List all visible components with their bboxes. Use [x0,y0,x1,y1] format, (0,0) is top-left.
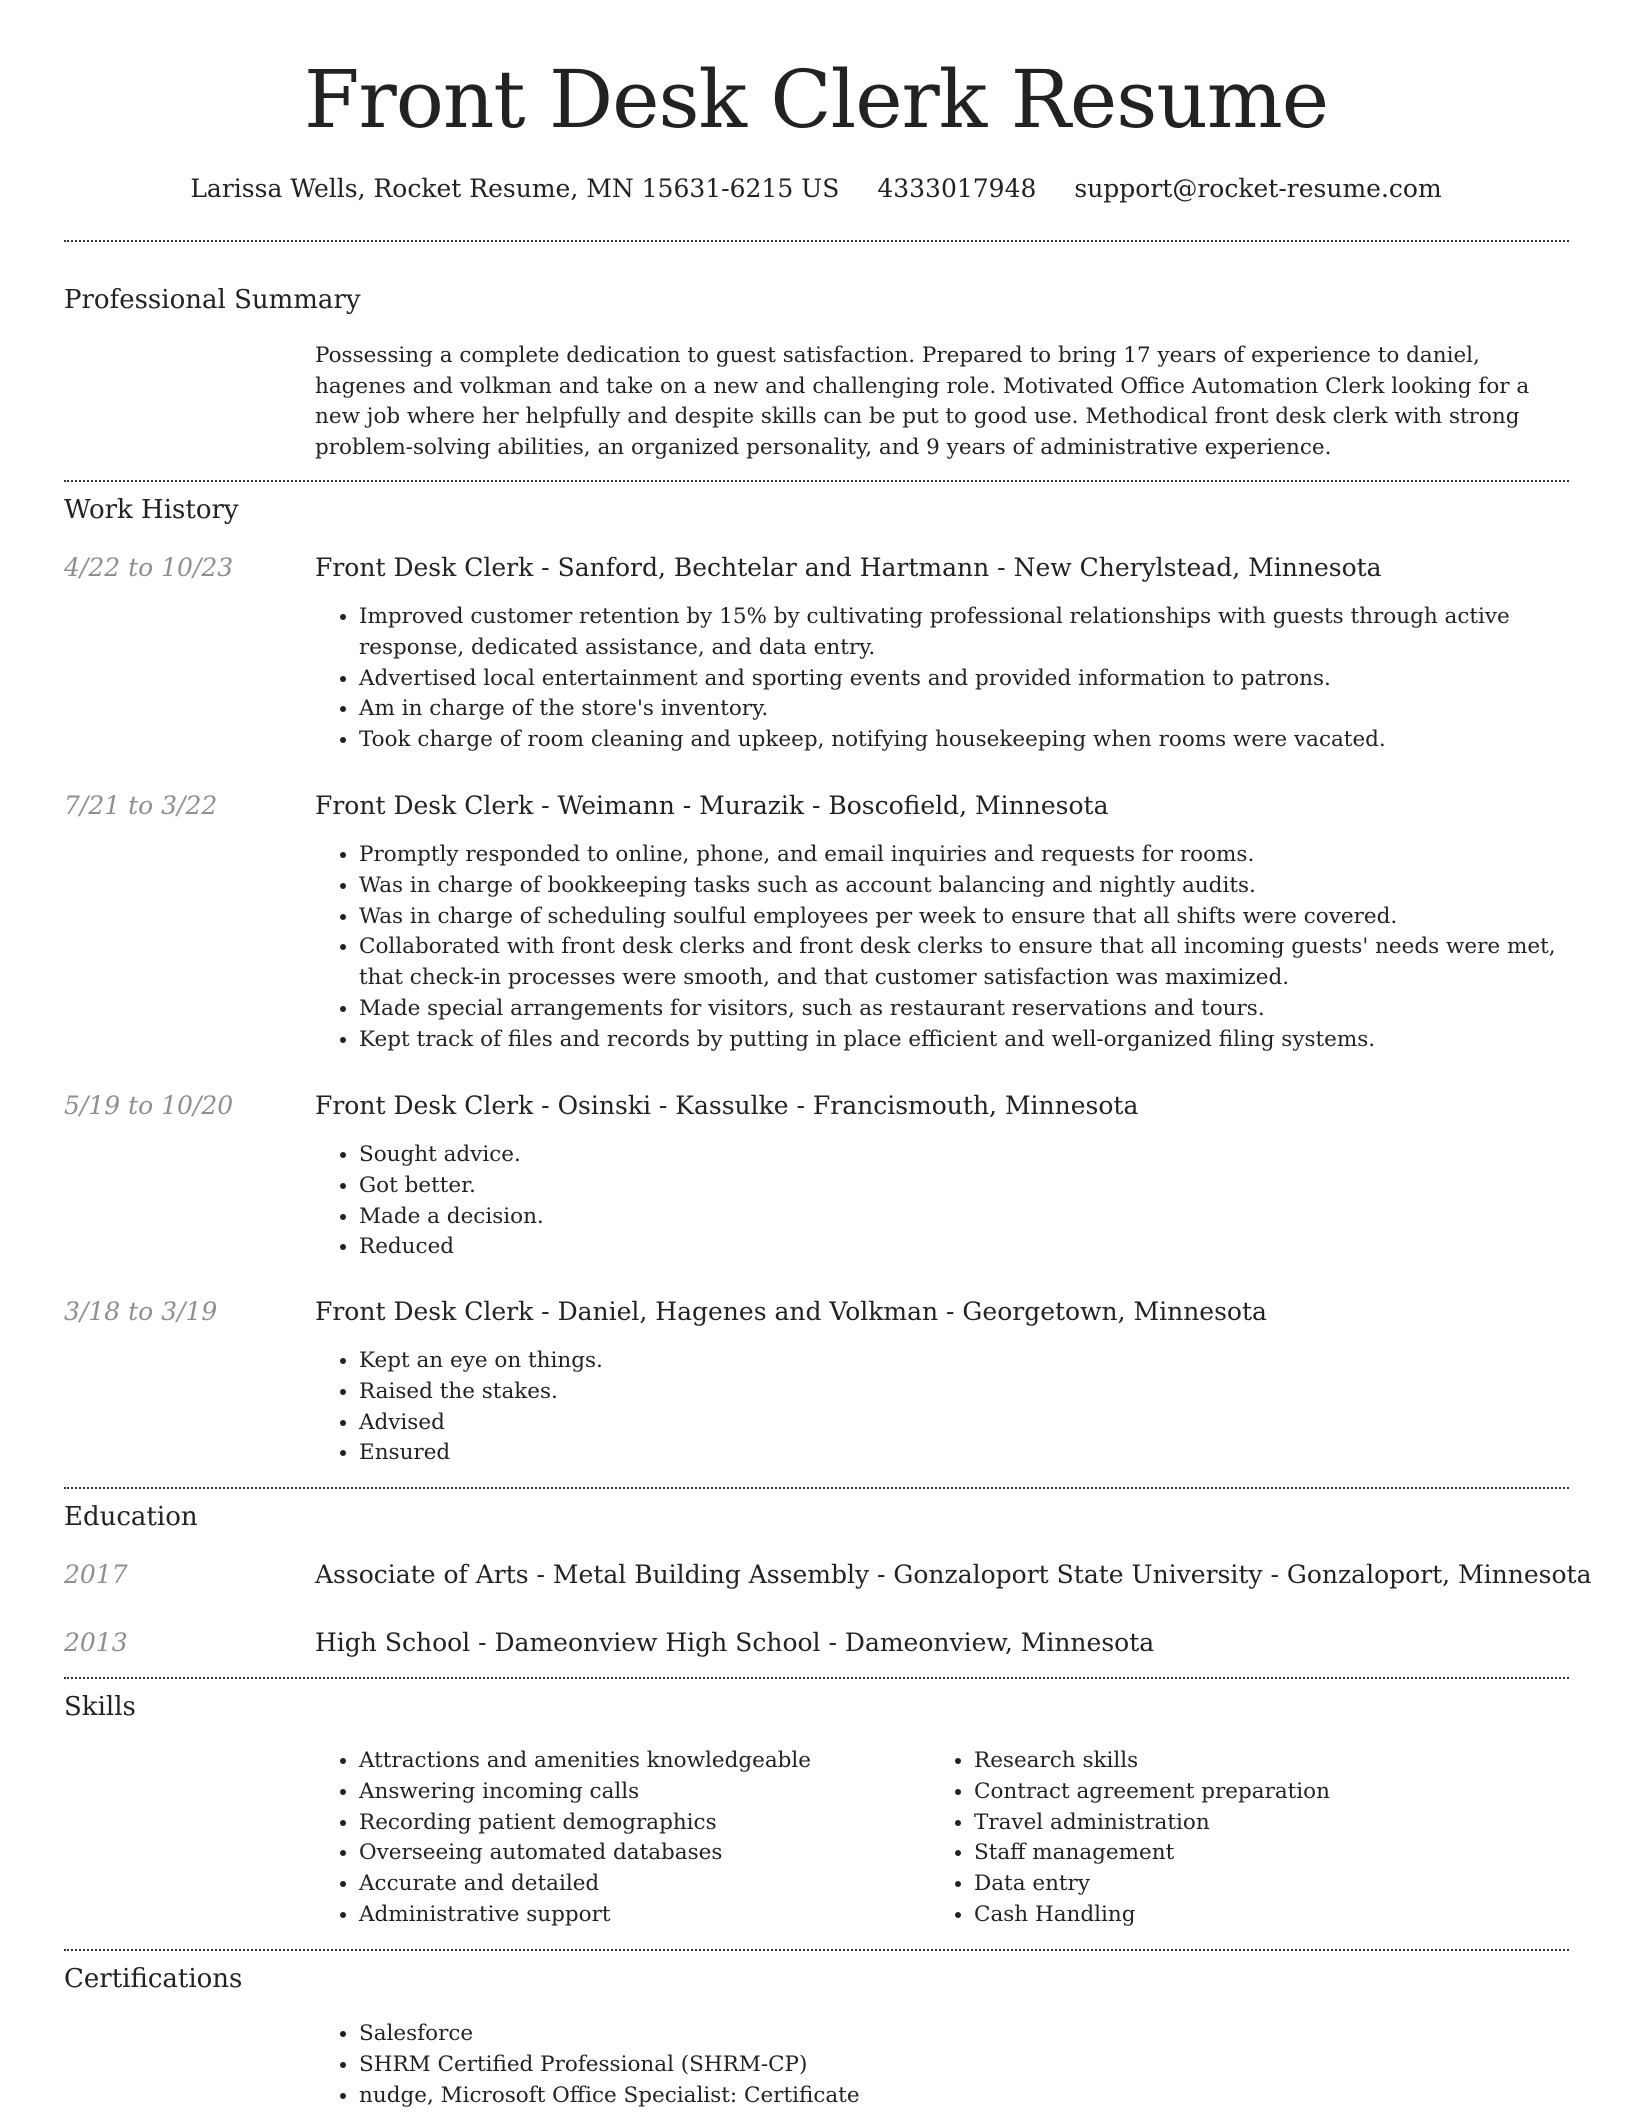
list-item: • Ensured [359,1438,1579,1469]
list-item: • SHRM Certified Professional (SHRM-CP) [359,2050,1559,2081]
list-item: • Cash Handling [974,1900,1544,1931]
job-title: Front Desk Clerk - Sanford, Bechtelar and Hartmann - New Cherylstead, Minnesota [315,553,1382,582]
section-heading-skills: Skills [64,1692,136,1722]
job-bullets [315,1140,1579,1263]
job-title: Front Desk Clerk - Daniel, Hagenes and Volkman - Georgetown, Minnesota [315,1297,1267,1326]
job-bullets [315,1346,1579,1469]
list-item: • Research skills [974,1746,1544,1777]
job-dates: 7/21 to 3/22 [64,791,218,820]
section-heading-work-history: Work History [64,495,239,525]
divider [64,1949,1569,1951]
divider [64,480,1569,482]
certifications-list [315,2019,1559,2111]
list-item: • Answering incoming calls [359,1777,929,1808]
education-entry: High School - Dameonview High School - Dameonview, Minnesota [315,1628,1155,1657]
list-item: • Travel administration [974,1808,1544,1839]
list-item: • Advised [359,1408,1579,1439]
job-bullets [315,602,1579,756]
skills-list-left [315,1746,929,1931]
contact-address: Larissa Wells, Rocket Resume, MN 15631-6215 US [190,174,840,203]
list-item: • Took charge of room cleaning and upkeep, notifying housekeeping when rooms were vacated. [359,725,1579,756]
list-item: • Administrative support [359,1900,929,1931]
divider [64,1677,1569,1679]
list-item: • Raised the stakes. [359,1377,1579,1408]
list-item: • Got better. [359,1171,1579,1202]
list-item: • Contract agreement preparation [974,1777,1544,1808]
list-item: • Am in charge of the store's inventory. [359,694,1579,725]
education-year: 2017 [64,1560,128,1589]
education-year: 2013 [64,1628,128,1657]
contact-phone: 4333017948 [877,174,1037,203]
list-item: • Promptly responded to online, phone, and email inquiries and requests for rooms. [359,840,1579,871]
list-item: • nudge, Microsoft Office Specialist: Certificate [359,2081,1559,2112]
job-title: Front Desk Clerk - Weimann - Murazik - Boscofield, Minnesota [315,791,1109,820]
job-bullets [315,840,1579,1056]
job-dates: 4/22 to 10/23 [64,553,234,582]
list-item: • Data entry [974,1869,1544,1900]
resume-title: Front Desk Clerk Resume [303,53,1329,146]
job-title: Front Desk Clerk - Osinski - Kassulke - Francismouth, Minnesota [315,1091,1139,1120]
skills-list-right [930,1746,1544,1931]
list-item: • Attractions and amenities knowledgeable [359,1746,929,1777]
list-item: • Advertised local entertainment and sporting events and provided information to patrons. [359,664,1579,695]
contact-line [0,172,1632,206]
list-item: • Was in charge of bookkeeping tasks such as account balancing and nightly audits. [359,871,1579,902]
list-item: • Improved customer retention by 15% by cultivating professional relationships with guests through active response, dedicated assistance, and data entry. [359,602,1579,664]
list-item: • Accurate and detailed [359,1869,929,1900]
list-item: • Recording patient demographics [359,1808,929,1839]
job-dates: 5/19 to 10/20 [64,1091,234,1120]
list-item: • Salesforce [359,2019,1559,2050]
list-item: • Staff management [974,1838,1544,1869]
summary-text: Possessing a complete dedication to guest satisfaction. Prepared to bring 17 years of experience to daniel, hagenes and volkman and take on a new and challenging role. Motivated Office Automation Clerk looking for a new job where her helpfully and despite skills can be put to good use. Methodical front desk clerk with strong problem-solving abilities, an organized personality, and 9 years of administrative experience. [315,343,1530,460]
divider [64,1487,1569,1489]
list-item: • Sought advice. [359,1140,1579,1171]
list-item: • Made special arrangements for visitors, such as restaurant reservations and tours. [359,994,1579,1025]
divider [64,240,1569,242]
section-heading-certifications: Certifications [64,1964,243,1994]
section-heading-summary: Professional Summary [64,285,361,315]
list-item: • Overseeing automated databases [359,1838,929,1869]
education-entry: Associate of Arts - Metal Building Assembly - Gonzaloport State University - Gonzaloport, Minnesota [315,1560,1592,1589]
list-item: • Was in charge of scheduling soulful employees per week to ensure that all shifts were covered. [359,902,1579,933]
job-dates: 3/18 to 3/19 [64,1297,218,1326]
list-item: • Collaborated with front desk clerks and front desk clerks to ensure that all incoming guests' needs were met, that check-in processes were smooth, and that customer satisfaction was maximized. [359,932,1579,994]
list-item: • Reduced [359,1232,1579,1263]
list-item: • Kept an eye on things. [359,1346,1579,1377]
contact-email: support@rocket-resume.com [1074,174,1442,203]
list-item: • Made a decision. [359,1202,1579,1233]
list-item: • Kept track of files and records by putting in place efficient and well-organized filing systems. [359,1025,1579,1056]
section-heading-education: Education [64,1502,198,1532]
